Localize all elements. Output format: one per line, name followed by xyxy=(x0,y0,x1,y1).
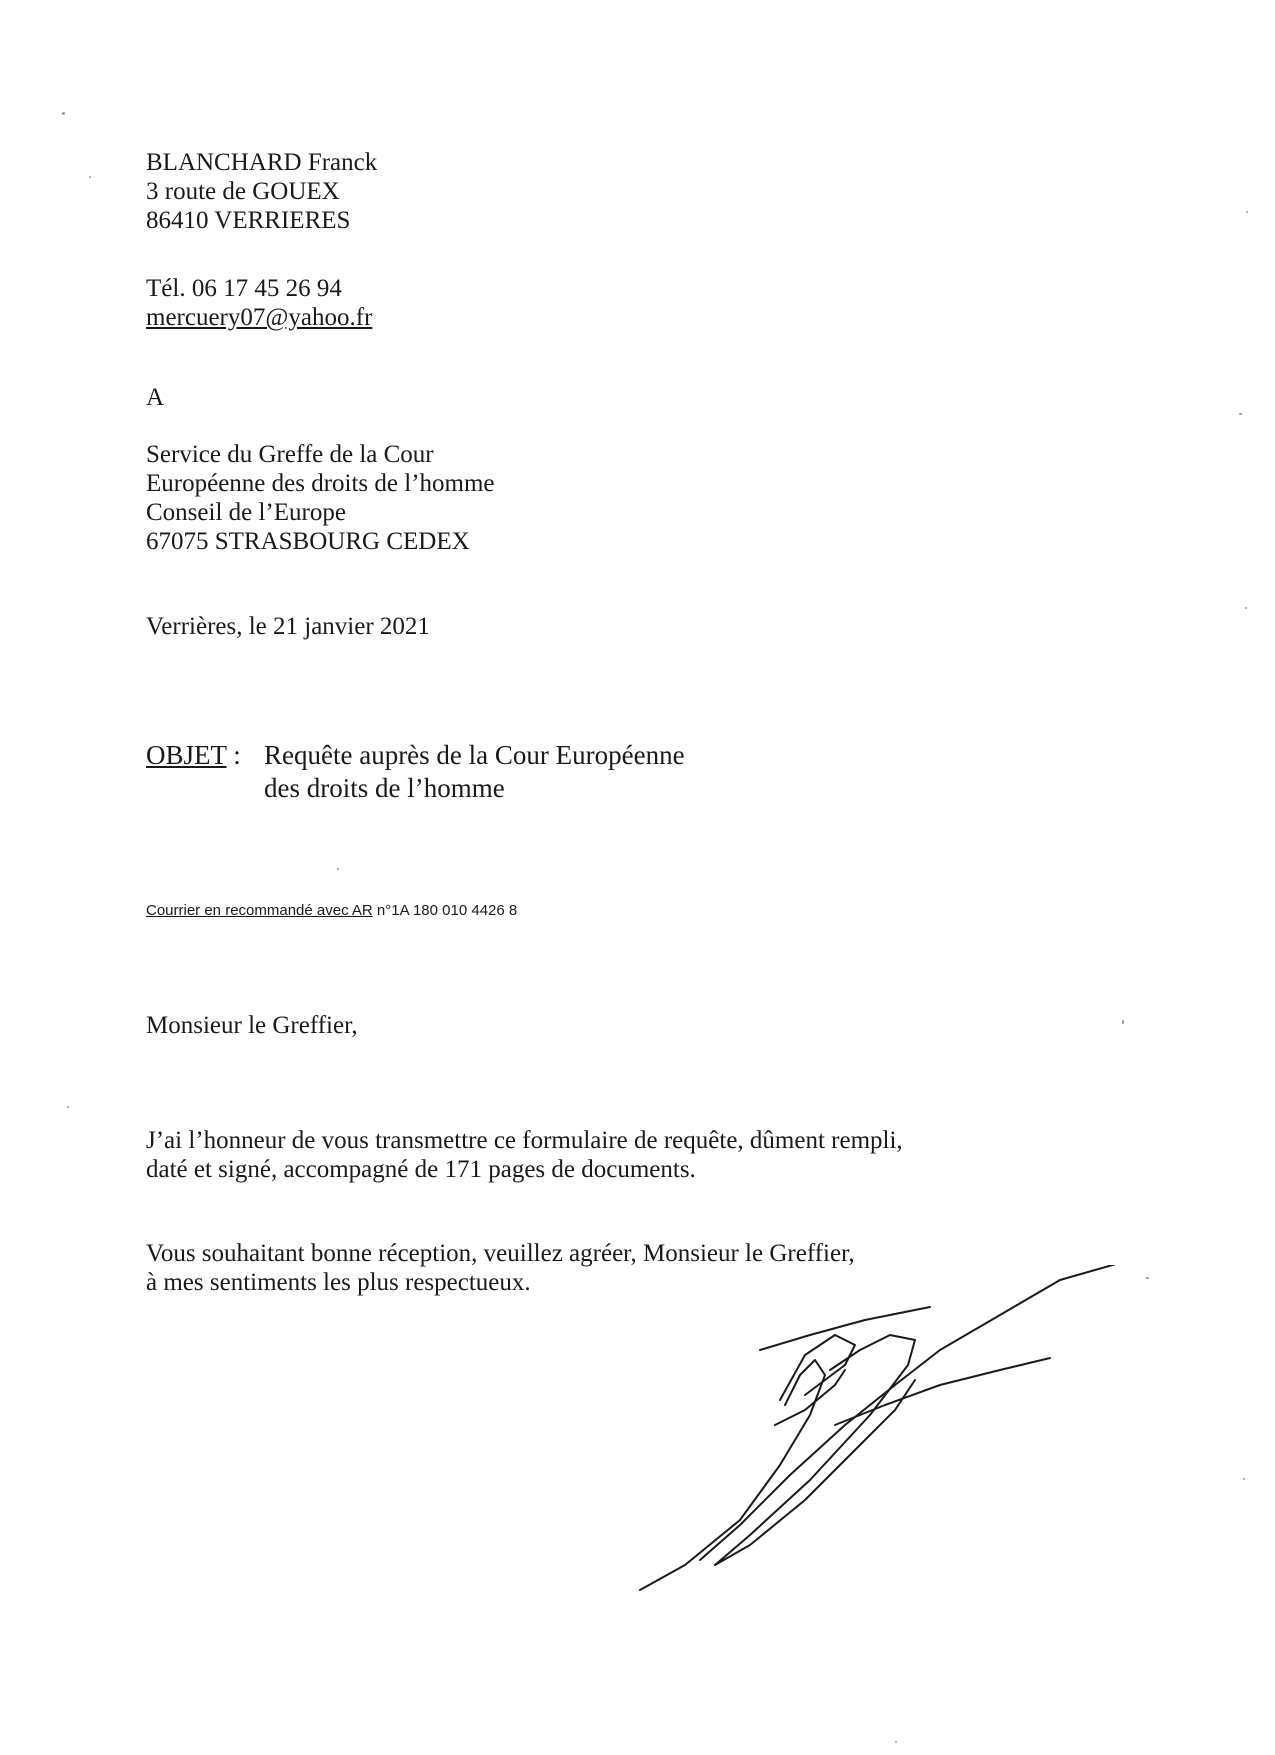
body-paragraph-2-line-2: à mes sentiments les plus respectueux. xyxy=(146,1269,531,1296)
subject-line-2: des droits de l’homme xyxy=(264,773,505,803)
body-paragraph-2-line-1: Vous souhaitant bonne réception, veuillez agréer, Monsieur le Greffier, xyxy=(146,1240,855,1267)
recipient-line-3: Conseil de l’Europe xyxy=(146,499,346,526)
scan-speck xyxy=(62,112,65,115)
handwritten-signature xyxy=(630,1265,1170,1605)
salutation: Monsieur le Greffier, xyxy=(146,1012,358,1039)
recipient-line-1: Service du Greffe de la Cour xyxy=(146,441,434,468)
scan-speck xyxy=(1243,1478,1245,1480)
letter-date: Verrières, le 21 janvier 2021 xyxy=(146,613,430,640)
scan-speck xyxy=(895,1741,897,1743)
recipient-line-4: 67075 STRASBOURG CEDEX xyxy=(146,528,470,555)
sender-email-link[interactable]: mercuery07@yahoo.fr xyxy=(146,304,373,331)
body-paragraph-1-line-1: J’ai l’honneur de vous transmettre ce formulaire de requête, dûment rempli, xyxy=(146,1127,903,1154)
body-paragraph-1 xyxy=(146,1126,903,1184)
scan-speck xyxy=(67,1106,69,1108)
scan-speck xyxy=(89,176,91,178)
scan-speck xyxy=(1122,1020,1124,1024)
sender-phone: Tél. 06 17 45 26 94 xyxy=(146,275,342,302)
sender-name: BLANCHARD Franck xyxy=(146,149,378,176)
subject-text xyxy=(264,739,685,805)
subject-label: OBJET xyxy=(146,740,227,770)
sender-contact xyxy=(146,274,372,332)
scan-speck xyxy=(1245,607,1247,609)
scan-speck xyxy=(1146,1277,1149,1279)
sender-address xyxy=(146,148,377,235)
scan-speck xyxy=(337,868,339,870)
recipient-line-2: Européenne des droits de l’homme xyxy=(146,470,495,497)
registered-mail-number: n°1A 180 010 4426 8 xyxy=(372,902,518,919)
sender-city: 86410 VERRIERES xyxy=(146,207,351,234)
registered-mail-note xyxy=(146,902,517,920)
recipient-address xyxy=(146,440,495,556)
body-paragraph-1-line-2: daté et signé, accompagné de 171 pages de documents. xyxy=(146,1156,696,1183)
subject-block xyxy=(146,739,685,803)
registered-mail-label: Courrier en recommandé avec AR xyxy=(146,902,373,919)
subject-line-1: Requête auprès de la Cour Européenne xyxy=(264,740,685,770)
subject-separator: : xyxy=(226,740,241,770)
scan-speck xyxy=(1239,413,1242,415)
scan-speck xyxy=(1246,211,1248,213)
to-label: A xyxy=(146,384,165,411)
sender-street: 3 route de GOUEX xyxy=(146,178,340,205)
